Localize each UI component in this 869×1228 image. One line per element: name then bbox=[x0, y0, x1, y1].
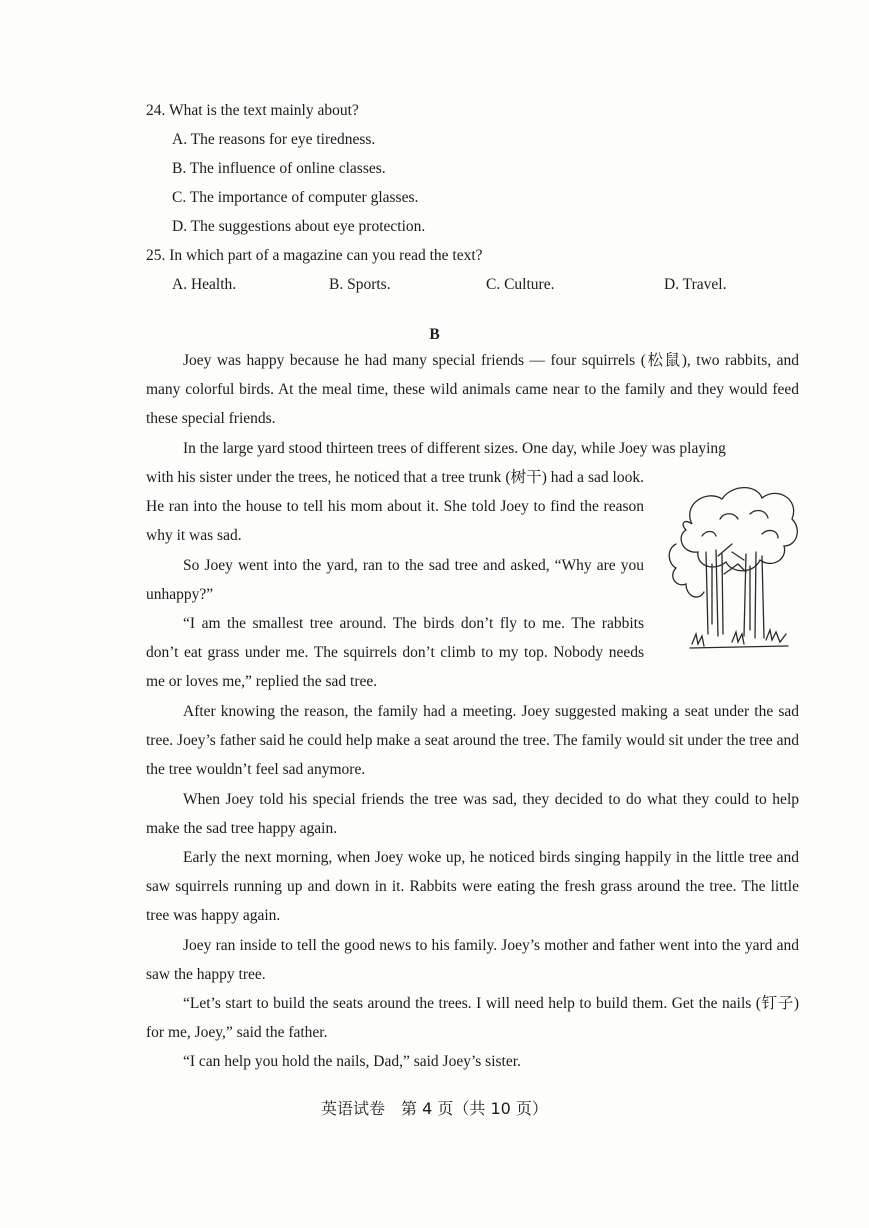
paragraph-4: “I am the smallest tree around. The birds don’t fly to me. The rabbits don’t eat grass under me. The squirrels don’t climb to my top. Nobody needs me or loves me,” replied the sad tree. bbox=[146, 615, 644, 691]
question-24-option-b: B. The influence of online classes. bbox=[172, 160, 386, 177]
paragraph-6: When Joey told his special friends the tree was sad, they decided to do what they could to help make the sad tree happy again. bbox=[146, 790, 799, 837]
question-25-options bbox=[0, 276, 869, 298]
page-footer: 英语试卷 第 4 页（共 10 页） bbox=[321, 1099, 548, 1118]
paragraph-8: Joey ran inside to tell the good news to his family. Joey’s mother and father went into the yard and saw the happy tree. bbox=[146, 936, 799, 983]
question-25-option-b: B. Sports. bbox=[329, 276, 391, 293]
question-24-option-c: C. The importance of computer glasses. bbox=[172, 189, 419, 206]
passage-block-bottom bbox=[146, 697, 799, 1077]
paragraph-5: After knowing the reason, the family had a meeting. Joey suggested making a seat under the sad tree. Joey’s father said he could help make a seat around the tree. The family would sit under the tree and the tree wouldn’t feel sad anymore. bbox=[146, 703, 799, 779]
question-25-option-c: C. Culture. bbox=[486, 276, 555, 293]
paragraph-9: “Let’s start to build the seats around the trees. I will need help to build them. Get the nails (钉子) for me, Joey,” said the father. bbox=[146, 995, 799, 1042]
paragraph-3: So Joey went into the yard, ran to the sad tree and asked, “Why are you unhappy?” bbox=[146, 556, 644, 603]
paragraph-1: Joey was happy because he had many special friends — four squirrels (松鼠), two rabbits, and many colorful birds. At the meal time, these wild animals came near to the family and they would feed these special friends. bbox=[146, 352, 799, 428]
tree-illustration-icon bbox=[662, 484, 802, 664]
paragraph-10: “I can help you hold the nails, Dad,” said Joey’s sister. bbox=[183, 1053, 521, 1071]
paragraph-7: Early the next morning, when Joey woke up, he noticed birds singing happily in the little tree and saw squirrels running up and down in it. Rabbits were eating the fresh grass around the tree. The little tree was happy again. bbox=[146, 849, 799, 925]
paragraph-2-rest: with his sister under the trees, he noticed that a tree trunk (树干) had a sad look. He ran into the house to tell his mom about it. She told Joey to find the reason why it was sad. bbox=[146, 469, 644, 545]
question-24-option-a: A. The reasons for eye tiredness. bbox=[172, 131, 376, 148]
passage-block-wrap bbox=[146, 463, 644, 697]
question-24-option-d: D. The suggestions about eye protection. bbox=[172, 218, 426, 235]
question-24-stem: 24. What is the text mainly about? bbox=[146, 102, 359, 119]
passage-block-top bbox=[146, 346, 799, 463]
passage-heading: B bbox=[429, 326, 440, 343]
paragraph-2-start: In the large yard stood thirteen trees of different sizes. One day, while Joey was playing bbox=[183, 439, 726, 457]
question-25-option-a: A. Health. bbox=[172, 276, 237, 293]
question-25-option-d: D. Travel. bbox=[664, 276, 727, 293]
question-25-stem: 25. In which part of a magazine can you read the text? bbox=[146, 247, 483, 264]
